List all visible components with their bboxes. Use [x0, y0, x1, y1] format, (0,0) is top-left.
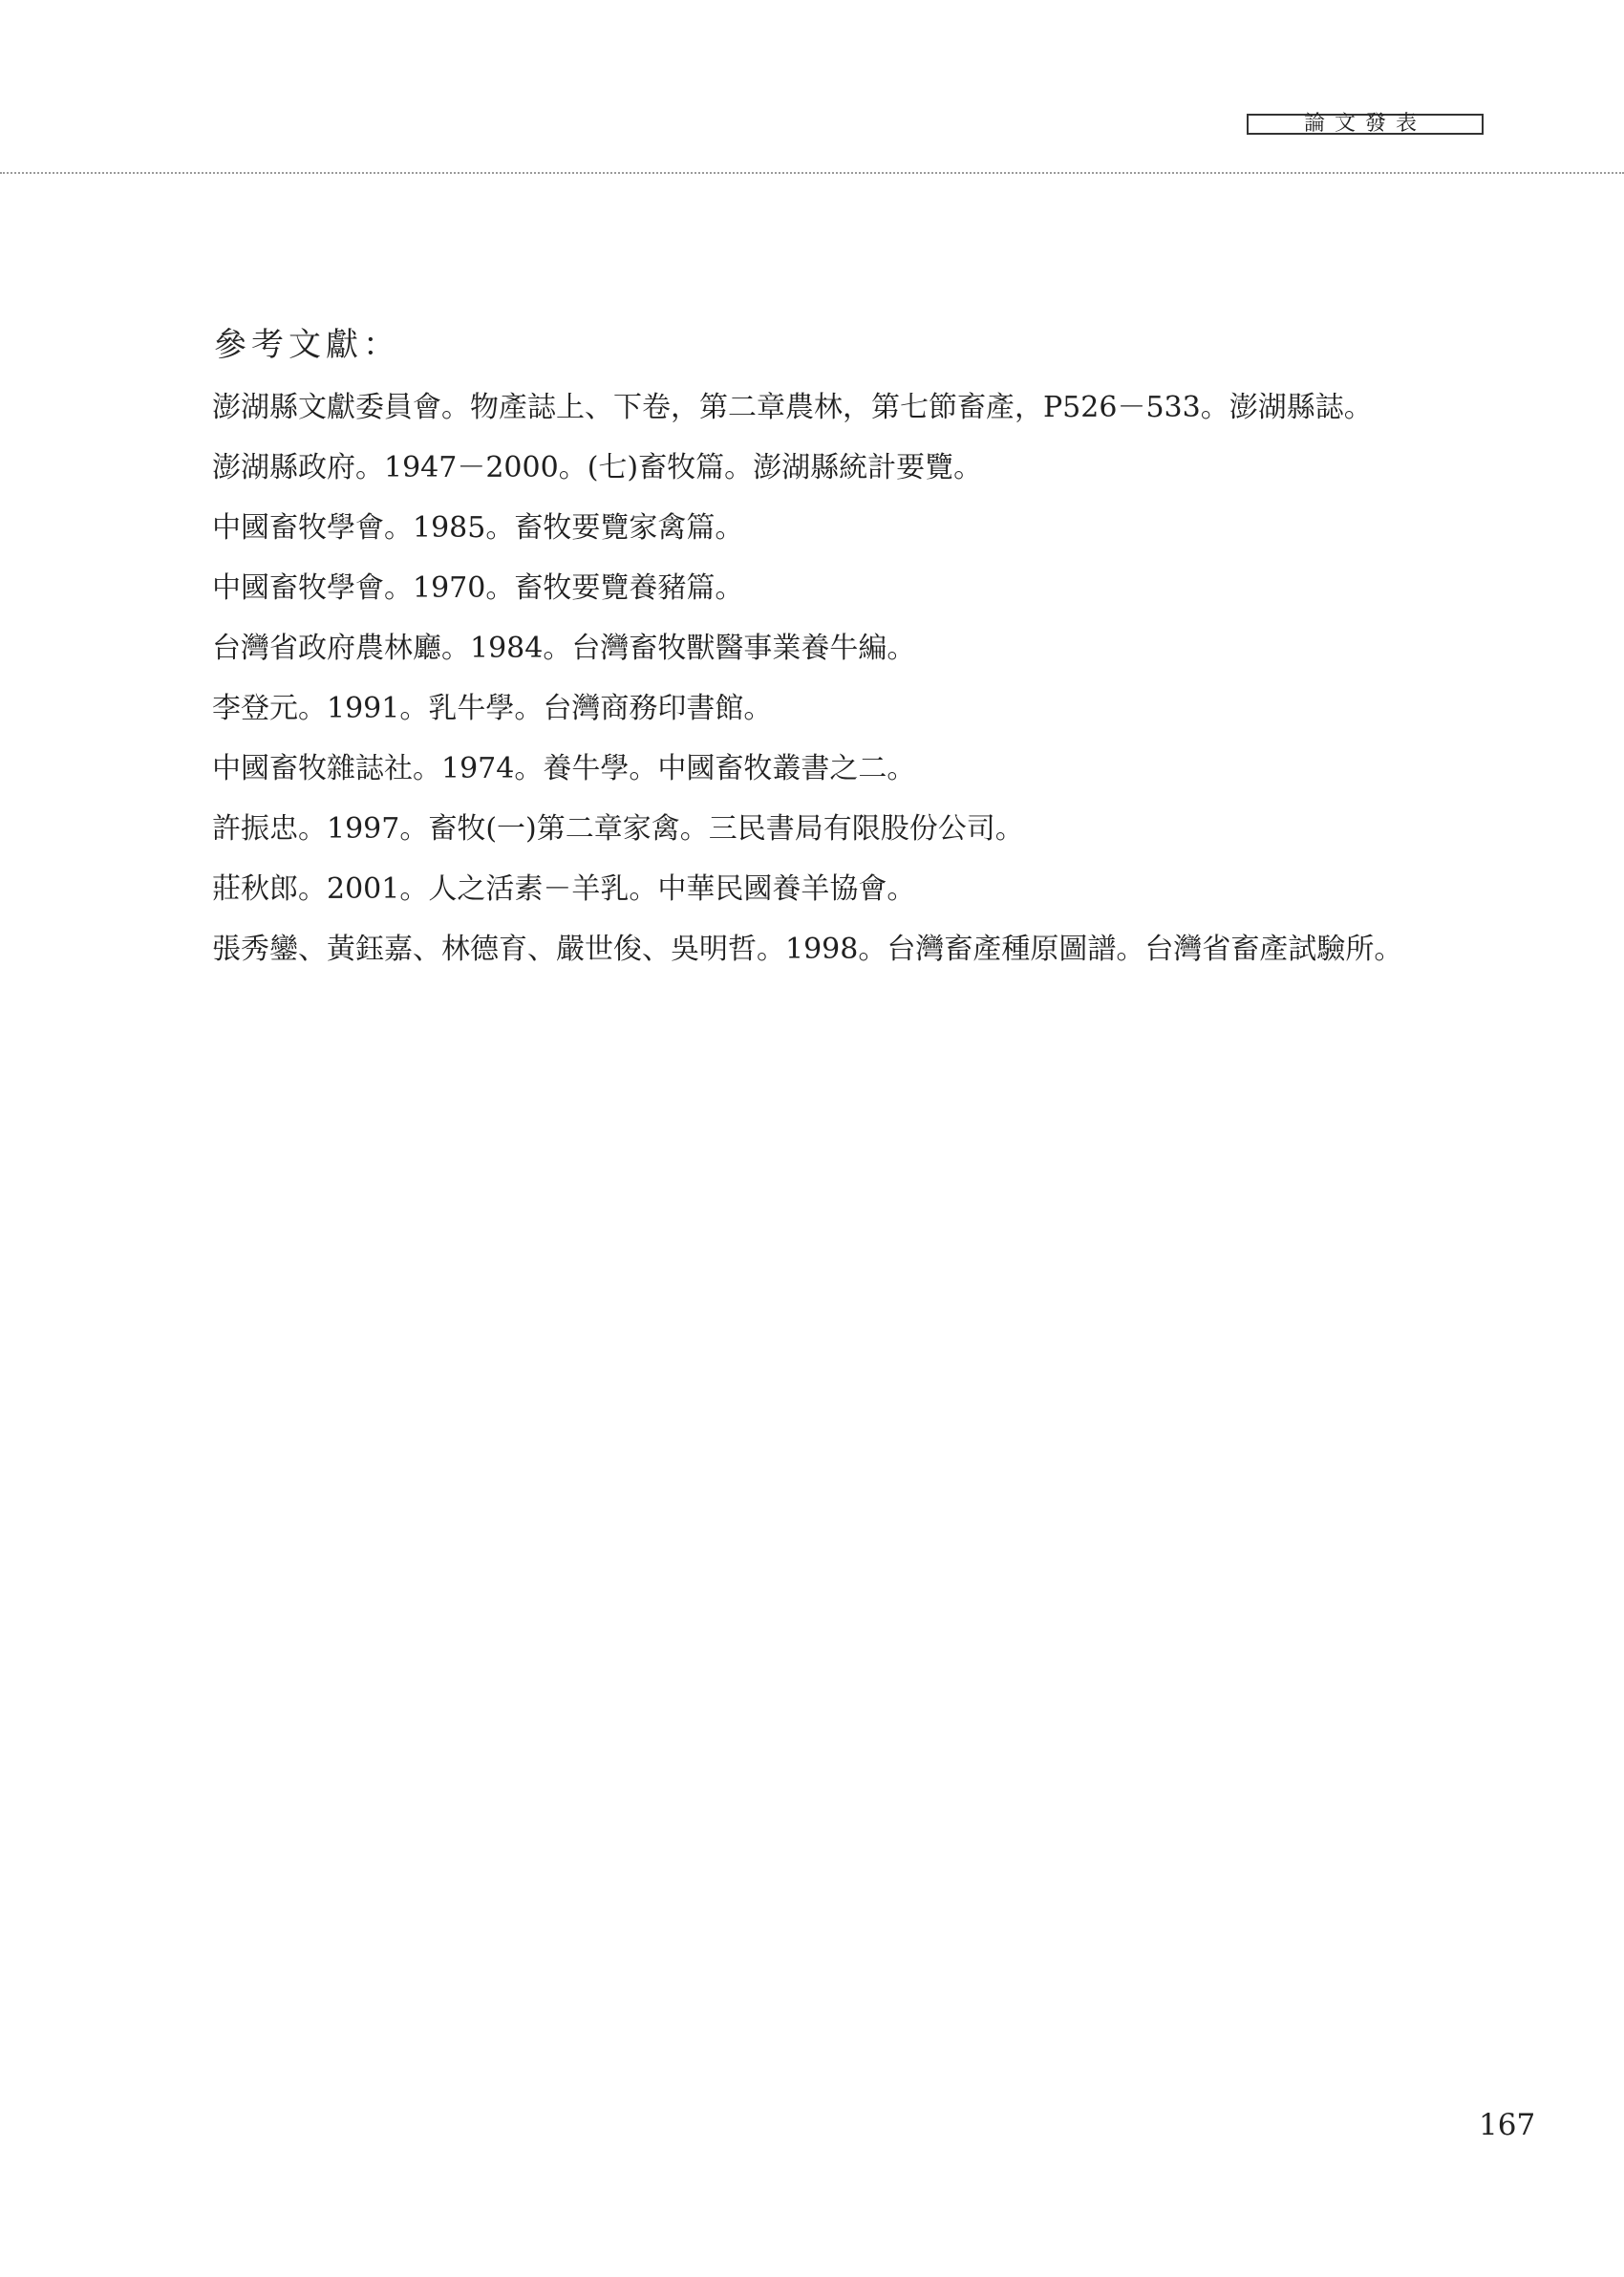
- reference-item: 台灣省政府農林廳。1984。台灣畜牧獸醫事業養牛編。: [212, 632, 916, 665]
- reference-item: 李登元。1991。乳牛學。台灣商務印書館。: [212, 692, 773, 725]
- reference-item: 澎湖縣文獻委員會。物產誌上、下卷，第二章農林，第七節畜產，P526－533。澎湖縣誌。: [212, 391, 1373, 424]
- reference-item: 許振忠。1997。畜牧(一)第二章家禽。三民書局有限股份公司。: [212, 812, 1024, 846]
- reference-item: 莊秋郎。2001。人之活素－羊乳。中華民國養羊協會。: [212, 872, 916, 906]
- reference-list: [212, 378, 1425, 980]
- references-heading: 參考文獻：: [214, 326, 400, 364]
- reference-item: 張秀鑾、黃鈺嘉、林德育、嚴世俊、吳明哲。1998。台灣畜產種原圖譜。台灣省畜產試驗所。: [212, 933, 1403, 966]
- section-label: 論文發表: [1247, 114, 1484, 135]
- reference-item: 中國畜牧雜誌社。1974。養牛學。中國畜牧叢書之二。: [212, 752, 916, 785]
- reference-item: 澎湖縣政府。1947－2000。(七)畜牧篇。澎湖縣統計要覽。: [212, 451, 983, 484]
- reference-item: 中國畜牧學會。1985。畜牧要覽家禽篇。: [212, 511, 744, 545]
- reference-item: 中國畜牧學會。1970。畜牧要覽養豬篇。: [212, 571, 744, 605]
- page-number: 167: [1479, 2108, 1536, 2142]
- header-divider: [0, 172, 1624, 174]
